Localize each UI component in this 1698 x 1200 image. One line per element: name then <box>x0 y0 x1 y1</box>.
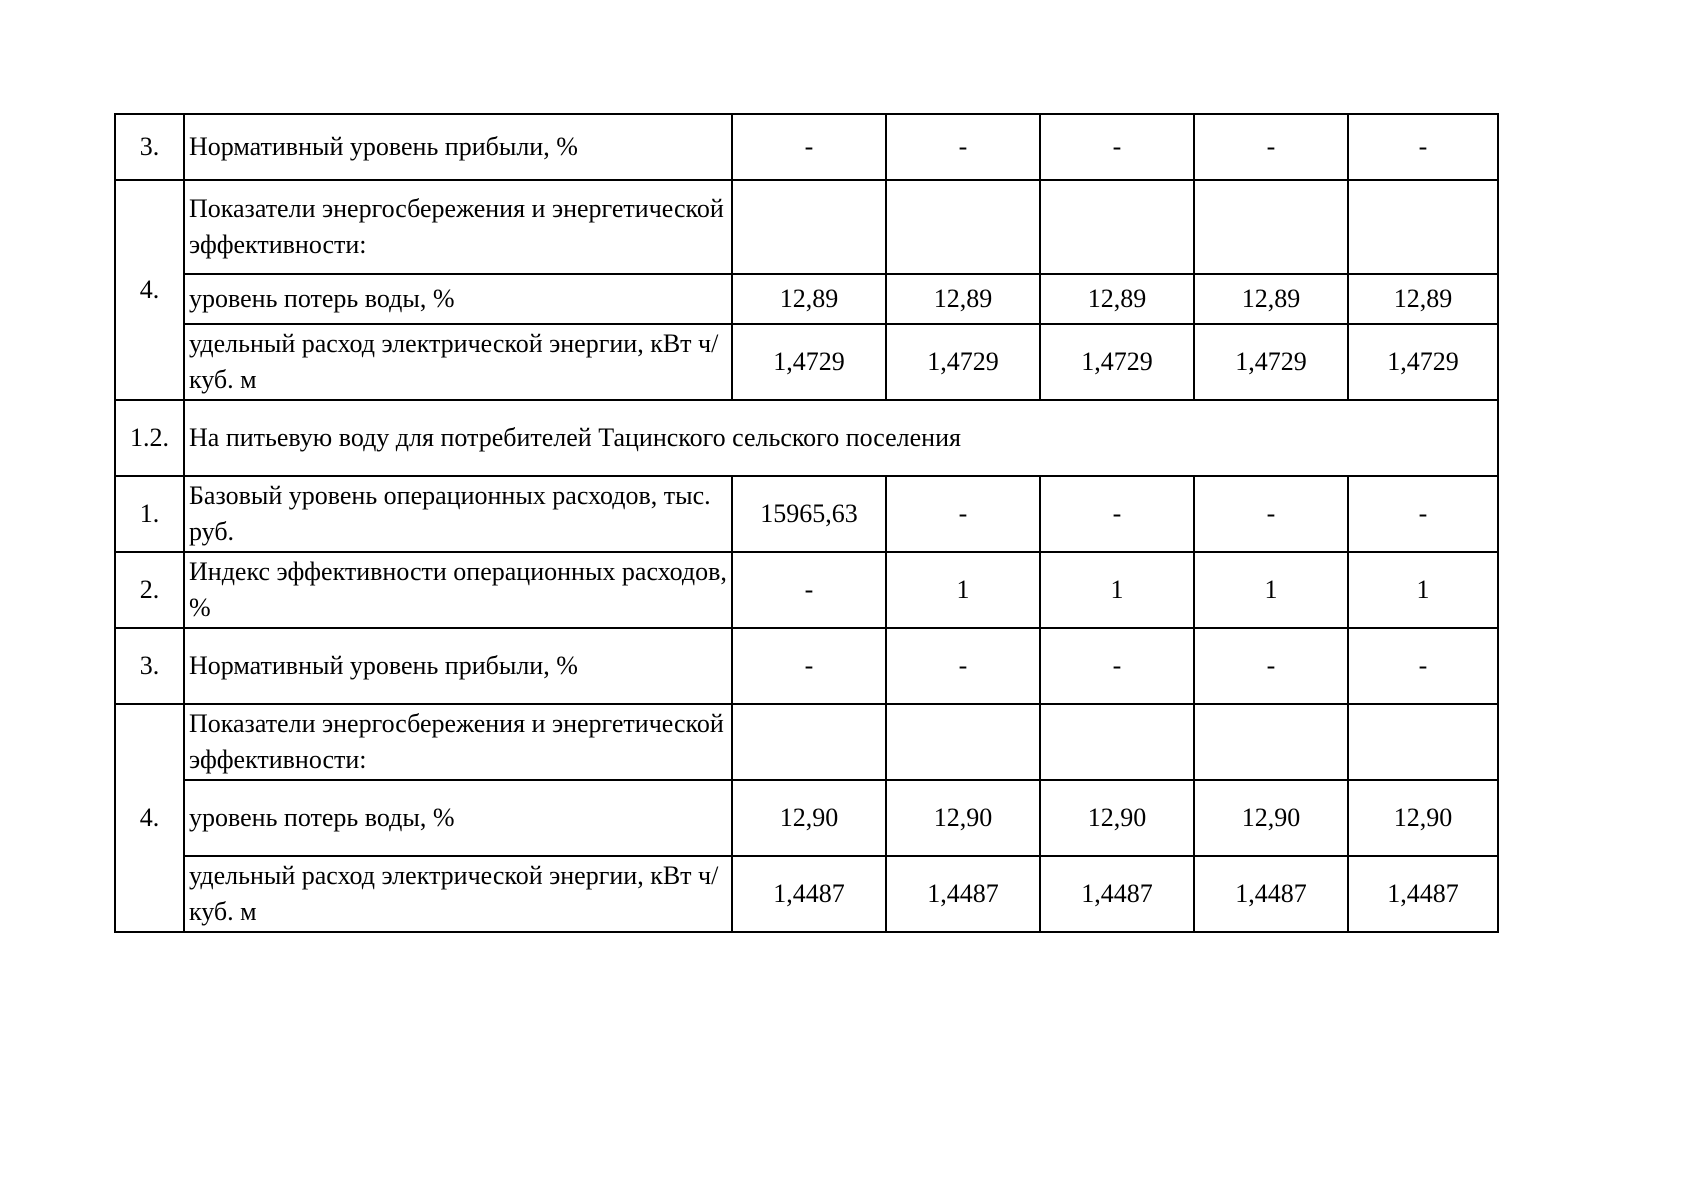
row-label: уровень потерь воды, % <box>184 780 732 856</box>
value-cell: - <box>1194 628 1348 704</box>
value-cell: 1,4729 <box>886 324 1040 400</box>
row-label: удельный расход электрической энергии, кВт ч/куб. м <box>184 856 732 932</box>
value-cell: - <box>1194 476 1348 552</box>
value-cell: - <box>886 114 1040 180</box>
table-row <box>115 628 1498 704</box>
value-cell: 1 <box>1348 552 1498 628</box>
row-label: Нормативный уровень прибыли, % <box>184 114 732 180</box>
value-cell: - <box>1040 628 1194 704</box>
row-label: Индекс эффективности операционных расходов, % <box>184 552 732 628</box>
value-cell <box>1040 704 1194 780</box>
value-cell: - <box>732 114 886 180</box>
value-cell <box>886 180 1040 274</box>
value-cell: 1,4729 <box>1348 324 1498 400</box>
table-row <box>115 180 1498 274</box>
row-label: Показатели энергосбережения и энергетической эффективности: <box>184 180 732 274</box>
section-number: 1.2. <box>115 400 184 476</box>
value-cell: - <box>1348 476 1498 552</box>
value-cell <box>1040 180 1194 274</box>
value-cell: - <box>886 476 1040 552</box>
value-cell: 12,89 <box>1194 274 1348 324</box>
table-row <box>115 552 1498 628</box>
value-cell: 1 <box>886 552 1040 628</box>
value-cell <box>886 704 1040 780</box>
value-cell: - <box>732 628 886 704</box>
row-label: Базовый уровень операционных расходов, тыс. руб. <box>184 476 732 552</box>
value-cell: 1,4487 <box>1348 856 1498 932</box>
value-cell: - <box>1348 628 1498 704</box>
value-cell: - <box>1194 114 1348 180</box>
value-cell: 12,89 <box>886 274 1040 324</box>
value-cell: 1,4487 <box>1194 856 1348 932</box>
value-cell: 12,90 <box>1194 780 1348 856</box>
table-row <box>115 274 1498 324</box>
table-row <box>115 476 1498 552</box>
table-row <box>115 856 1498 932</box>
section-row <box>115 400 1498 476</box>
value-cell: - <box>886 628 1040 704</box>
row-number: 4. <box>115 180 184 400</box>
value-cell <box>1194 704 1348 780</box>
indicators-table <box>114 113 1499 933</box>
value-cell <box>732 704 886 780</box>
value-cell: 12,89 <box>732 274 886 324</box>
table-row <box>115 324 1498 400</box>
value-cell <box>1348 180 1498 274</box>
row-number: 3. <box>115 628 184 704</box>
table-row <box>115 780 1498 856</box>
value-cell: 12,90 <box>886 780 1040 856</box>
value-cell: 12,89 <box>1348 274 1498 324</box>
row-number: 3. <box>115 114 184 180</box>
value-cell: 1,4729 <box>732 324 886 400</box>
value-cell: 1,4729 <box>1194 324 1348 400</box>
value-cell: 1,4729 <box>1040 324 1194 400</box>
row-label: уровень потерь воды, % <box>184 274 732 324</box>
row-number: 4. <box>115 704 184 932</box>
value-cell: 1 <box>1194 552 1348 628</box>
value-cell: 15965,63 <box>732 476 886 552</box>
section-title: На питьевую воду для потребителей Тацинского сельского поселения <box>184 400 1498 476</box>
value-cell: - <box>1040 476 1194 552</box>
value-cell: - <box>1348 114 1498 180</box>
row-label: удельный расход электрической энергии, кВт ч/куб. м <box>184 324 732 400</box>
value-cell: 1,4487 <box>732 856 886 932</box>
value-cell: 12,90 <box>732 780 886 856</box>
value-cell <box>732 180 886 274</box>
table-row <box>115 704 1498 780</box>
value-cell: - <box>1040 114 1194 180</box>
row-label: Нормативный уровень прибыли, % <box>184 628 732 704</box>
row-number: 1. <box>115 476 184 552</box>
value-cell: 1,4487 <box>1040 856 1194 932</box>
value-cell <box>1194 180 1348 274</box>
value-cell: - <box>732 552 886 628</box>
value-cell: 1,4487 <box>886 856 1040 932</box>
value-cell: 12,89 <box>1040 274 1194 324</box>
value-cell: 1 <box>1040 552 1194 628</box>
row-label: Показатели энергосбережения и энергетической эффективности: <box>184 704 732 780</box>
value-cell: 12,90 <box>1040 780 1194 856</box>
row-number: 2. <box>115 552 184 628</box>
value-cell: 12,90 <box>1348 780 1498 856</box>
value-cell <box>1348 704 1498 780</box>
table-row <box>115 114 1498 180</box>
